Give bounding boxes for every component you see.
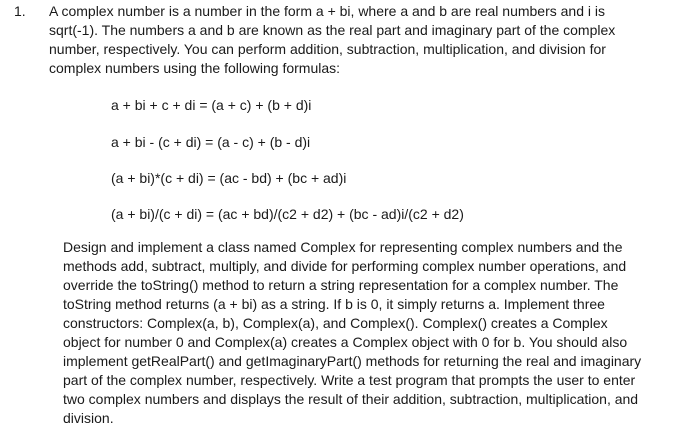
formula-division: (a + bi)/(c + di) = (ac + bd)/(c2 + d2) + (bc - ad)i/(c2 + d2) (111, 206, 464, 222)
intro-paragraph: A complex number is a number in the form a + bi, where a and b are real numbers and i is sqrt(-1). The numbers a and b are known as the real part and imaginary part of the complex number, respectively. You can perform addition, subtraction, multiplication, and division for complex numbers using the following formulas: (49, 3, 616, 76)
design-paragraph: Design and implement a class named Complex for representing complex numbers and the methods add, subtract, multiply, and divide for performing complex number operations, and override the toString() method to return a string representation for a complex number. The toString method returns (a + bi) as a string. If b is 0, it simply returns a. Implement three constructors: Complex(a, b), Complex(a), and Complex(). Complex() creates a Complex object for number 0 and Complex(a) creates a Complex object with 0 for b. You should also implement getRealPart() and getImaginaryPart() methods for returning the real and imaginary part of the complex number, respectively. Write a test program that prompts the user to enter two complex numbers and displays the result of their addition, subtraction, multiplication, and division. (63, 239, 642, 426)
formula-addition: a + bi + c + di = (a + c) + (b + d)i (111, 97, 312, 113)
formula-subtraction: a + bi - (c + di) = (a - c) + (b - d)i (111, 134, 311, 150)
list-item-number: 1. (14, 3, 26, 19)
formula-multiplication: (a + bi)*(c + di) = (ac - bd) + (bc + ad)i (111, 170, 347, 186)
